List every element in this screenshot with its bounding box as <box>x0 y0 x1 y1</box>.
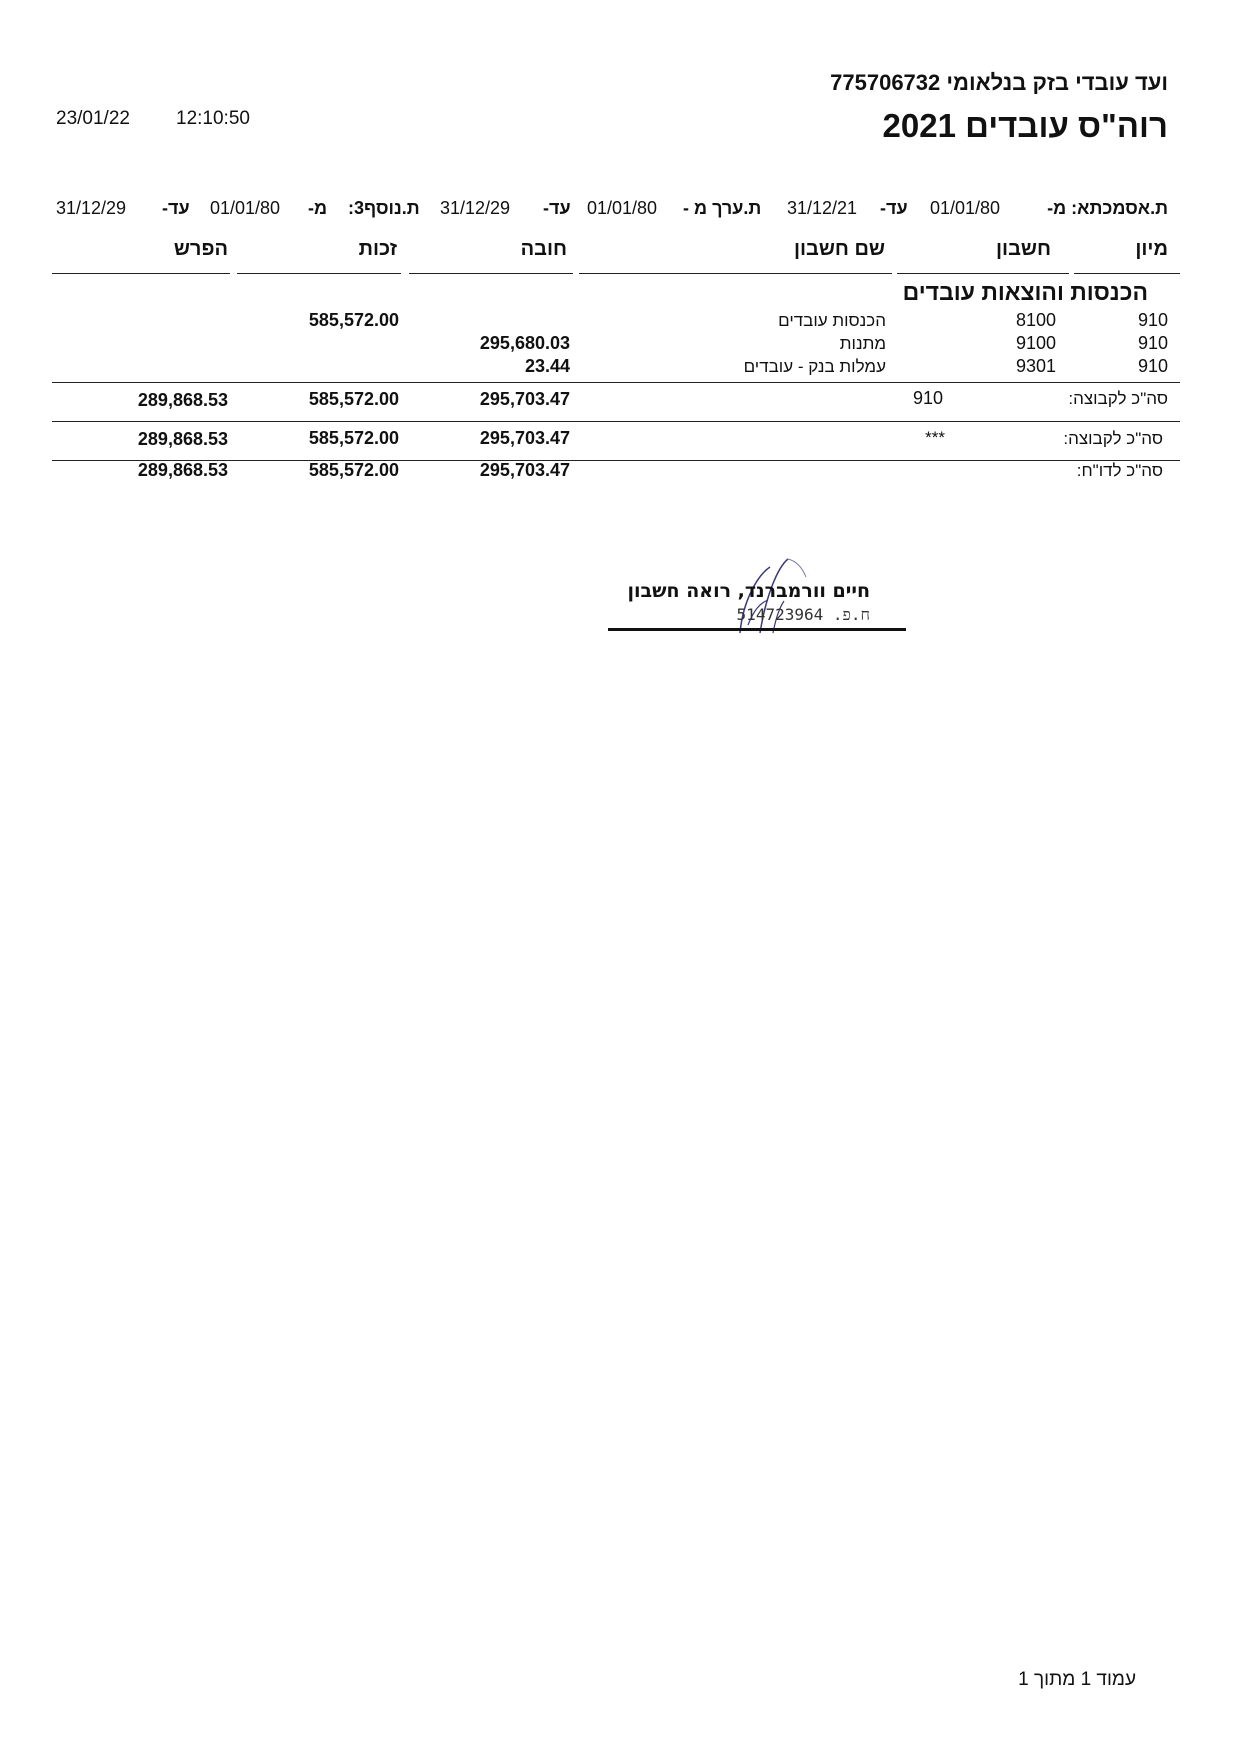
row-sort: 910 <box>1137 356 1168 376</box>
print-time: 12:10:50 <box>176 108 250 129</box>
subtotal-balance: 289,868.53 <box>137 429 228 449</box>
column-debit: חובה <box>520 238 567 260</box>
row-debit: 23.44 <box>524 356 570 376</box>
header-underline-balance <box>52 273 230 274</box>
value-date-label: ת.ערך מ - <box>683 198 762 218</box>
row-account: 9301 <box>1015 356 1056 376</box>
value-date-to-label: עד- <box>543 198 571 218</box>
group-title: הכנסות והוצאות עובדים <box>902 279 1148 305</box>
report-total-debit: 295,703.47 <box>479 460 570 480</box>
header-underline-sort <box>1074 273 1180 274</box>
print-date: 23/01/22 <box>56 108 130 129</box>
report-total-credit: 585,572.00 <box>308 460 399 480</box>
signature-line <box>608 628 906 631</box>
header-underline-account-name <box>579 273 892 274</box>
subtotal-credit: 585,572.00 <box>308 389 399 409</box>
header-underline-account <box>897 273 1069 274</box>
report-title: רוה"ס עובדים 2021 <box>882 107 1168 144</box>
signer-id: ח.פ. 514723964 <box>736 605 870 624</box>
subtotal-label: סה"כ לקבוצה: <box>1063 429 1163 448</box>
row-credit: 585,572.00 <box>308 310 399 330</box>
header-underline-debit <box>409 273 573 274</box>
subtotal-credit: 585,572.00 <box>308 428 399 448</box>
report-total-balance: 289,868.53 <box>137 460 228 480</box>
reference-date-label: ת.אסמכתא: מ- <box>1047 198 1168 218</box>
row-account: 8100 <box>1015 310 1056 330</box>
divider <box>52 421 1180 422</box>
signature-block <box>608 555 908 635</box>
extra-date-from-label: מ- <box>308 198 328 218</box>
row-account: 9100 <box>1015 333 1056 353</box>
subtotal-debit: 295,703.47 <box>479 428 570 448</box>
extra-date-label: ת.נוסף3: <box>348 198 420 218</box>
column-sort: מיון <box>1135 238 1168 260</box>
page-number: עמוד 1 מתוך 1 <box>1018 1669 1136 1690</box>
value-date-from: 01/01/80 <box>587 198 658 218</box>
column-account: חשבון <box>996 238 1051 260</box>
row-sort: 910 <box>1137 310 1168 330</box>
row-sort: 910 <box>1137 333 1168 353</box>
divider <box>52 382 1180 383</box>
subtotal-label: סה"כ לקבוצה: <box>1068 389 1168 408</box>
subtotal-balance: 289,868.53 <box>137 390 228 410</box>
column-credit: זכות <box>358 238 397 260</box>
organization-name: ועד עובדי בזק בנלאומי 775706732 <box>830 70 1168 95</box>
extra-date-to: 31/12/29 <box>56 198 127 218</box>
row-account-name: עמלות בנק - עובדים <box>743 357 886 376</box>
column-balance: הפרש <box>173 238 228 260</box>
column-account-name: שם חשבון <box>793 238 885 260</box>
subtotal-debit: 295,703.47 <box>479 389 570 409</box>
row-debit: 295,680.03 <box>479 333 570 353</box>
value-date-to: 31/12/29 <box>440 198 511 218</box>
subtotal-group: *** <box>925 428 945 447</box>
reference-date-to: 31/12/21 <box>787 198 858 218</box>
subtotal-group: 910 <box>912 388 943 408</box>
row-account-name: הכנסות עובדים <box>778 311 886 330</box>
reference-date-to-label: עד- <box>880 198 908 218</box>
report-total-label: סה"כ לדו"ח: <box>1076 461 1163 480</box>
signer-name: חיים וורמברנד, רואה חשבון <box>627 580 870 602</box>
header-underline-credit <box>237 273 401 274</box>
reference-date-from: 01/01/80 <box>930 198 1001 218</box>
row-account-name: מתנות <box>839 334 886 353</box>
extra-date-from: 01/01/80 <box>210 198 281 218</box>
extra-date-to-label: עד- <box>162 198 190 218</box>
